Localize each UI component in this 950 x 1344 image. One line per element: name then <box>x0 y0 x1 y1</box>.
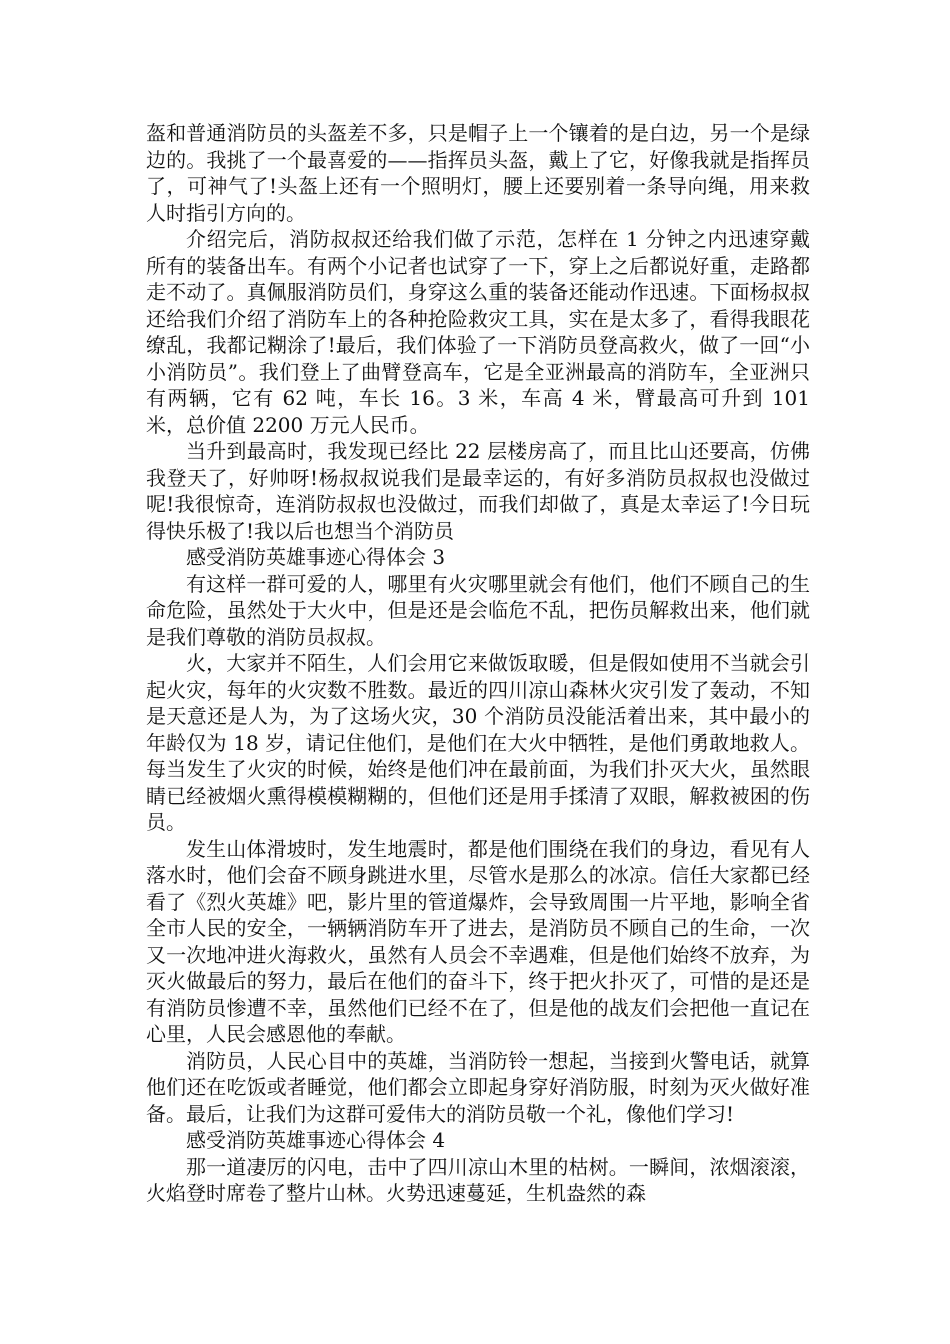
paragraph: 消防员，人民心目中的英雄，当消防铃一想起，当接到火警电话，就算他们还在吃饭或者睡觉，他们都会立即起身穿好消防服，时刻为灭火做好准备。最后，让我们为这群可爱伟大的消防员敬一个礼，像他们学习! <box>146 1048 810 1126</box>
paragraph: 那一道凄厉的闪电，击中了四川凉山木里的枯树。一瞬间，浓烟滚滚，火焰登时席卷了整片山林。火势迅速蔓延，生机盎然的森 <box>146 1154 810 1205</box>
section-heading: 感受消防英雄事迹心得体会 4 <box>186 1128 446 1152</box>
paragraph: 介绍完后，消防叔叔还给我们做了示范，怎样在 1 分钟之内迅速穿戴所有的装备出车。有两个小记者也试穿了一下，穿上之后都说好重，走路都走不动了。真佩服消防员们，身穿这么重的装备还能动作迅速。下面杨叔叔还给我们介绍了消防车上的各种抢险救灾工具，实在是太多了，看得我眼花缭乱，我都记糊涂了!最后，我们体验了一下消防员登高救火，做了一回“小小消防员”。我们登上了曲臂登高车，它是全亚洲最高的消防车，全亚洲只有两辆，它有 62 吨，车长 16。3 米，车高 4 米，臂最高可升到 101 米，总价值 2200 万元人民币。 <box>146 227 810 437</box>
paragraph-continued: 盔和普通消防员的头盔差不多，只是帽子上一个镶着的是白边，另一个是绿边的。我挑了一个最喜爱的——指挥员头盔，戴上了它，好像我就是指挥员了，可神气了!头盔上还有一个照明灯，腰上还要别着一条导向绳，用来救人时指引方向的。 <box>146 121 810 225</box>
section-heading: 感受消防英雄事迹心得体会 3 <box>186 545 446 569</box>
paragraph: 当升到最高时，我发现已经比 22 层楼房高了，而且比山还要高，仿佛我登天了，好帅呀!杨叔叔说我们是最幸运的，有好多消防员叔叔也没做过呢!我很惊奇，连消防叔叔也没做过，而我们却做了，真是太幸运了!今日玩得快乐极了!我以后也想当个消防员 <box>146 439 810 543</box>
paragraph: 有这样一群可爱的人，哪里有火灾哪里就会有他们，他们不顾自己的生命危险，虽然处于大火中，但是还是会临危不乱，把伤员解救出来，他们就是我们尊敬的消防员叔叔。 <box>146 571 810 649</box>
paragraph: 火，大家并不陌生，人们会用它来做饭取暖，但是假如使用不当就会引起火灾，每年的火灾数不胜数。最近的四川凉山森林火灾引发了轰动，不知是天意还是人为，为了这场火灾，30 个消防员没能活着出来，其中最小的年龄仅为 18 岁，请记住他们，是他们在大火中牺牲，是他们勇敢地救人。每当发生了火灾的时候，始终是他们冲在最前面，为我们扑灭大火，虽然眼睛已经被烟火熏得模模糊糊的，但他们还是用手揉清了双眼，解救被困的伤员。 <box>146 651 810 834</box>
paragraph: 发生山体滑坡时，发生地震时，都是他们围绕在我们的身边，看见有人落水时，他们会奋不顾身跳进水里，尽管水是那么的冰凉。信任大家都已经看了《烈火英雄》吧，影片里的管道爆炸，会导致周围一片平地，影响全省全市人民的安全，一辆辆消防车开了进去，是消防员不顾自己的生命，一次又一次地冲进火海救火，虽然有人员会不幸遇难，但是他们始终不放弃，为灭火做最后的努力，最后在他们的奋斗下，终于把火扑灭了，可惜的是还是有消防员惨遭不幸，虽然他们已经不在了，但是他的战友们会把他一直记在心里，人民会感恩他的奉献。 <box>146 836 810 1046</box>
document-page <box>146 120 810 1207</box>
